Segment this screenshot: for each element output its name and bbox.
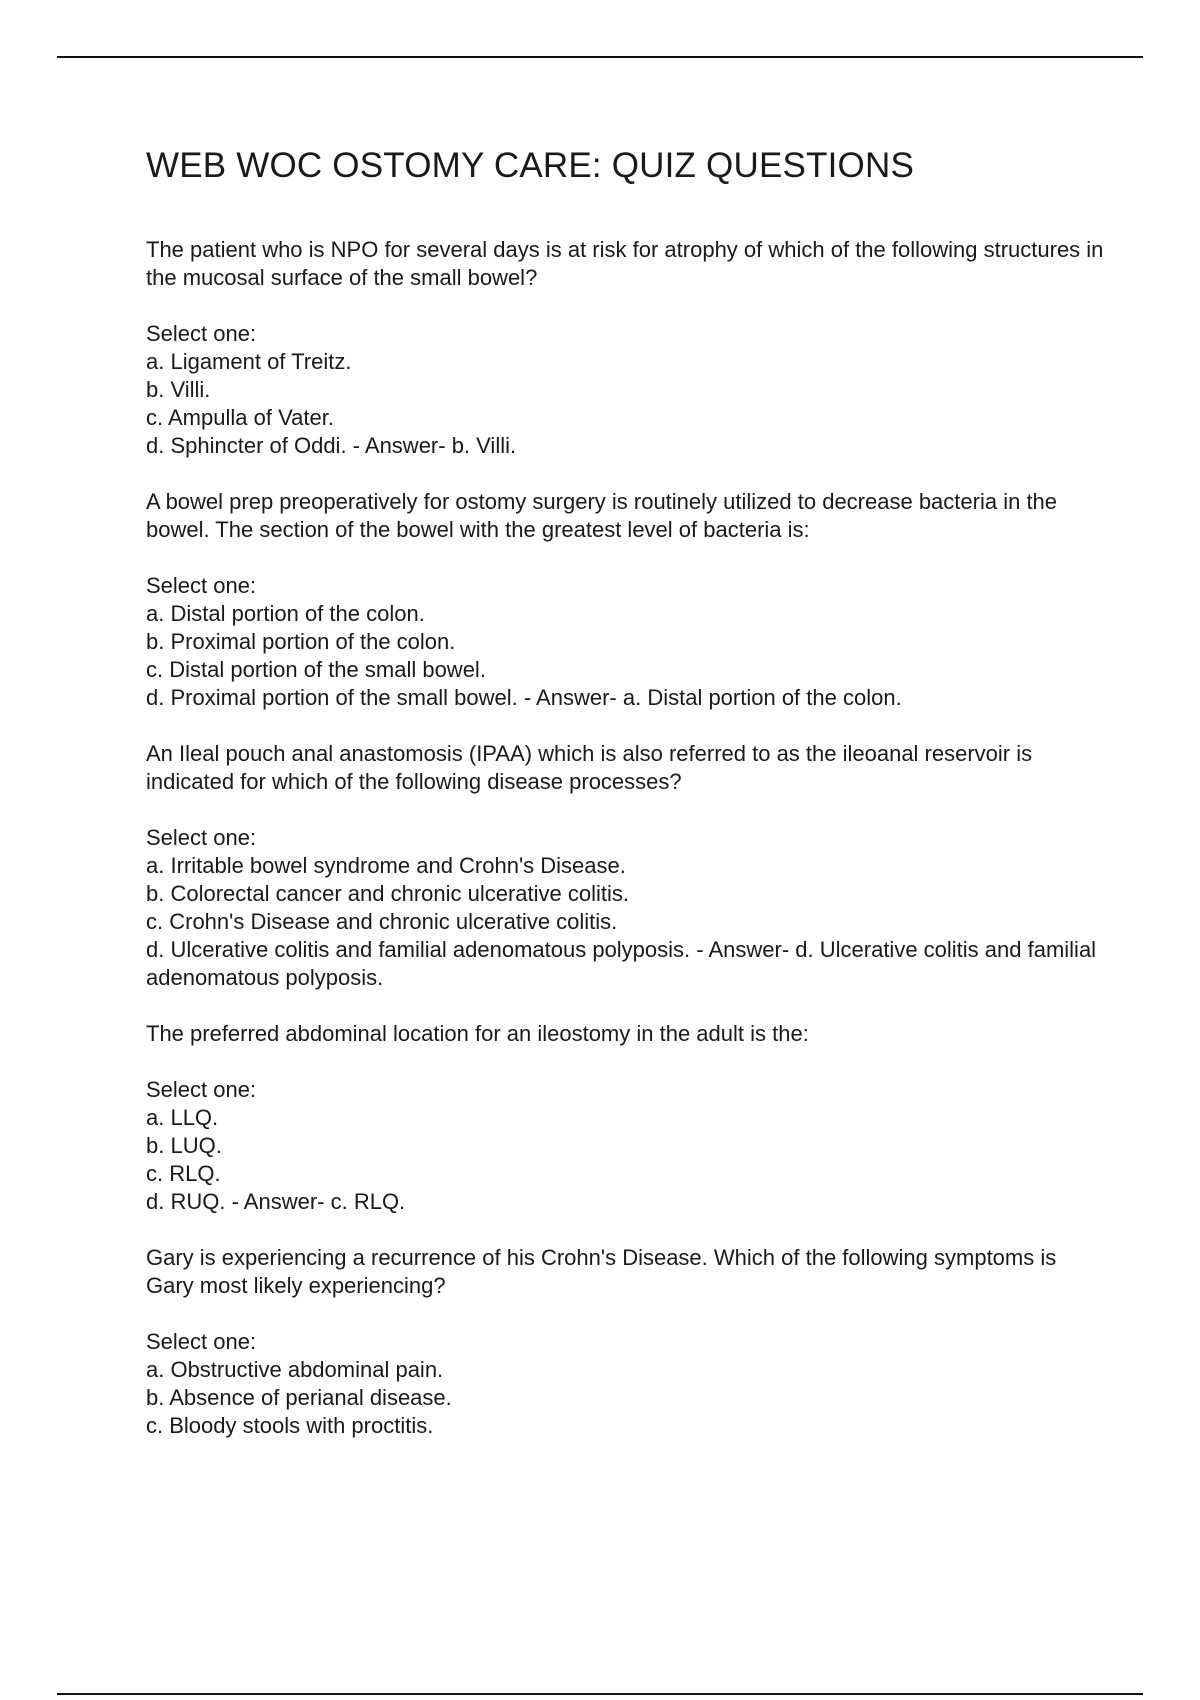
- question-4: [146, 1020, 1106, 1216]
- option-b: b. Absence of perianal disease.: [146, 1385, 452, 1410]
- document-title: WEB WOC OSTOMY CARE: QUIZ QUESTIONS: [146, 146, 914, 185]
- question-text: The preferred abdominal location for an ileostomy in the adult is the:: [146, 1021, 809, 1046]
- select-one-label: Select one:: [146, 1077, 257, 1102]
- select-one-label: Select one:: [146, 573, 257, 598]
- question-3: [146, 740, 1106, 992]
- option-a: a. Ligament of Treitz.: [146, 349, 352, 374]
- option-a: a. Distal portion of the colon.: [146, 601, 425, 626]
- option-c: c. Bloody stools with proctitis.: [146, 1413, 434, 1438]
- option-c: c. Distal portion of the small bowel.: [146, 657, 486, 682]
- question-text: Gary is experiencing a recurrence of his Crohn's Disease. Which of the following symptoms is Gary most likely experiencing?: [146, 1245, 1057, 1298]
- option-c: c. RLQ.: [146, 1161, 221, 1186]
- question-text: A bowel prep preoperatively for ostomy surgery is routinely utilized to decrease bacteria in the bowel. The section of the bowel with the greatest level of bacteria is:: [146, 489, 1058, 542]
- option-b: b. Colorectal cancer and chronic ulcerative colitis.: [146, 881, 630, 906]
- option-d-with-answer: d. Sphincter of Oddi. - Answer- b. Villi.: [146, 433, 517, 458]
- document-body: [146, 144, 1106, 1468]
- option-a: a. Irritable bowel syndrome and Crohn's Disease.: [146, 853, 626, 878]
- question-5: [146, 1244, 1106, 1440]
- option-b: b. Villi.: [146, 377, 211, 402]
- select-one-label: Select one:: [146, 321, 257, 346]
- option-d-with-answer: d. Proximal portion of the small bowel. - Answer- a. Distal portion of the colon.: [146, 685, 902, 710]
- option-c: c. Crohn's Disease and chronic ulcerative colitis.: [146, 909, 618, 934]
- bottom-divider: [57, 1693, 1143, 1695]
- question-text: The patient who is NPO for several days is at risk for atrophy of which of the following structures in the mucosal surface of the small bowel?: [146, 237, 1104, 290]
- option-c: c. Ampulla of Vater.: [146, 405, 334, 430]
- option-a: a. Obstructive abdominal pain.: [146, 1357, 444, 1382]
- question-text: An Ileal pouch anal anastomosis (IPAA) which is also referred to as the ileoanal reservoir is indicated for which of the following disease processes?: [146, 741, 1033, 794]
- option-d-with-answer: d. RUQ. - Answer- c. RLQ.: [146, 1189, 406, 1214]
- select-one-label: Select one:: [146, 825, 257, 850]
- option-b: b. LUQ.: [146, 1133, 222, 1158]
- option-b: b. Proximal portion of the colon.: [146, 629, 456, 654]
- question-2: [146, 488, 1106, 712]
- question-1: [146, 236, 1106, 460]
- option-a: a. LLQ.: [146, 1105, 219, 1130]
- select-one-label: Select one:: [146, 1329, 257, 1354]
- top-divider: [57, 56, 1143, 58]
- option-d-with-answer: d. Ulcerative colitis and familial adenomatous polyposis. - Answer- d. Ulcerative colitis and familial adenomatous polyposis.: [146, 937, 1097, 990]
